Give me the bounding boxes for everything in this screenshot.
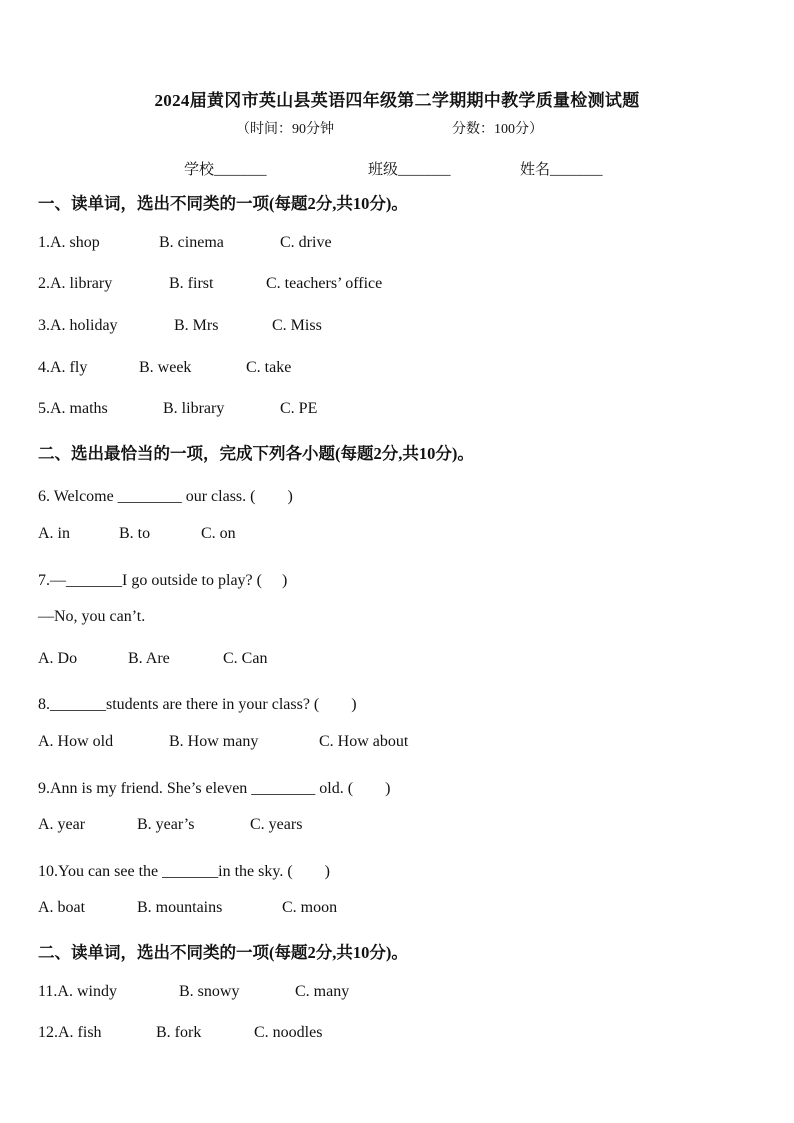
option-c: C. many: [295, 983, 350, 1000]
option-c: C. take: [246, 359, 292, 376]
question-2: [38, 275, 383, 293]
option-a: A. Do: [38, 650, 78, 667]
page-title: 2024届黄冈市英山县英语四年级第二学期期中教学质量检测试题: [154, 91, 640, 110]
option-a: A. How old: [38, 733, 114, 750]
option-c: C. noodles: [254, 1024, 323, 1041]
question-5: [38, 400, 318, 418]
section-3-heading: 二、读单词，选出不同类的一项(每题2分,共10分)。: [38, 943, 408, 962]
question-11: [38, 983, 350, 1001]
option-a: A. maths: [50, 400, 108, 417]
option-a: A. library: [50, 275, 113, 292]
option-c: C. How about: [319, 733, 409, 750]
option-b: B. library: [163, 400, 225, 417]
option-b: B. week: [139, 359, 192, 376]
exam-score: 分数：100分）: [452, 122, 543, 137]
option-b: B. Are: [128, 650, 170, 667]
option-a: A. year: [38, 816, 86, 833]
question-number: 4.: [38, 359, 50, 376]
question-number: 3.: [38, 317, 50, 334]
option-a: A. holiday: [50, 317, 118, 334]
school-field: 学校_______: [184, 162, 267, 178]
option-c: C. drive: [280, 234, 332, 251]
question-number: 1.: [38, 234, 50, 251]
question-8: 8._______students are there in your class? ( ): [38, 696, 357, 713]
question-10-options: [38, 899, 338, 917]
option-a: A. fish: [58, 1024, 102, 1041]
option-b: B. mountains: [137, 899, 223, 916]
option-c: C. Can: [223, 650, 268, 667]
option-b: B. Mrs: [174, 317, 219, 334]
question-12: [38, 1024, 323, 1042]
question-7-options: [38, 650, 268, 668]
question-number: 12.: [38, 1024, 58, 1041]
question-4: [38, 359, 292, 377]
exam-time: （时间：90分钟: [236, 122, 334, 137]
question-number: 2.: [38, 275, 50, 292]
section-2-heading: 二、选出最恰当的一项，完成下列各小题(每题2分,共10分)。: [38, 444, 474, 463]
option-c: C. on: [201, 525, 236, 542]
option-a: A. shop: [50, 234, 100, 251]
question-number: 11.: [38, 983, 58, 1000]
question-10: 10.You can see the _______in the sky. ( ): [38, 863, 330, 880]
question-7-reply: —No, you can’t.: [38, 608, 146, 625]
option-b: B. cinema: [159, 234, 224, 251]
option-c: C. PE: [280, 400, 318, 417]
option-c: C. years: [250, 816, 303, 833]
option-b: B. How many: [169, 733, 259, 750]
question-1: [38, 234, 332, 252]
option-b: B. first: [169, 275, 214, 292]
option-b: B. year’s: [137, 816, 195, 833]
question-3: [38, 317, 322, 335]
option-a: A. in: [38, 525, 70, 542]
option-a: A. windy: [57, 983, 117, 1000]
name-field: 姓名_______: [520, 162, 603, 178]
question-8-options: [38, 733, 409, 751]
question-9: 9.Ann is my friend. She’s eleven ________ old. ( ): [38, 780, 391, 797]
option-c: C. Miss: [272, 317, 322, 334]
option-b: B. to: [119, 525, 151, 542]
option-b: B. snowy: [179, 983, 240, 1000]
option-c: C. teachers’ office: [266, 275, 383, 292]
option-b: B. fork: [156, 1024, 202, 1041]
question-9-options: [38, 816, 303, 834]
option-a: A. boat: [38, 899, 86, 916]
question-6-options: [38, 525, 236, 543]
section-1-heading: 一、读单词，选出不同类的一项(每题2分,共10分)。: [38, 194, 408, 213]
question-number: 5.: [38, 400, 50, 417]
question-6: 6. Welcome ________ our class. ( ): [38, 488, 293, 505]
option-a: A. fly: [50, 359, 88, 376]
option-c: C. moon: [282, 899, 338, 916]
question-7: 7.—_______I go outside to play? ( ): [38, 572, 288, 589]
class-field: 班级_______: [368, 162, 451, 178]
